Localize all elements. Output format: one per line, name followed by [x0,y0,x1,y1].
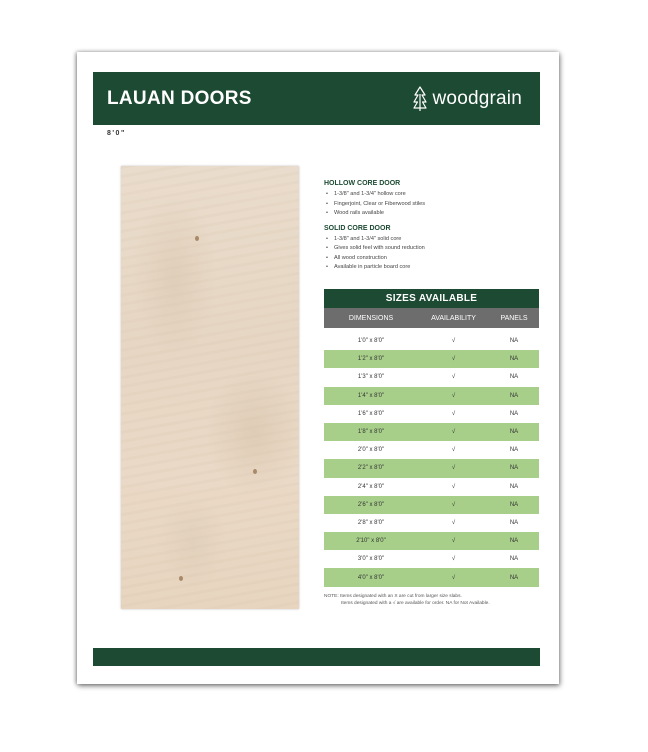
cell-panels: NA [509,501,519,508]
table-row [324,368,539,386]
door-specs [324,180,539,279]
door-height: 8'0" [107,130,126,137]
solid-core-heading: SOLID CORE DOOR [324,224,391,232]
cell-dimension: 1'6" x 8'0" [357,410,385,417]
cell-panels: NA [509,429,519,436]
cell-panels: NA [509,574,519,581]
table-row [324,478,539,496]
column-header: PANELS [500,314,528,322]
cell-dimension: 2'10" x 8'0" [356,538,386,545]
cell-dimension: 2'4" x 8'0" [357,483,385,490]
cell-dimension: 1'8" x 8'0" [357,429,385,436]
cell-availability: √ [451,392,456,399]
table-row [324,405,539,423]
cell-panels: NA [509,374,519,381]
brand-logo [413,84,522,114]
table-row [324,387,539,405]
sizes-title: SIZES AVAILABLE [324,289,539,308]
cell-availability: √ [451,374,456,381]
cell-panels: NA [509,356,519,363]
cell-dimension: 4'0" x 8'0" [357,574,385,581]
cell-availability: √ [451,447,456,454]
table-header [324,308,539,328]
cell-availability: √ [451,538,456,545]
cell-availability: √ [451,338,456,345]
wood-knot [195,236,199,241]
tree-icon [413,86,427,112]
cell-dimension: 3'0" x 8'0" [357,556,385,563]
cell-availability: √ [451,519,456,526]
cell-panels: NA [509,338,519,345]
cell-panels: NA [509,392,519,399]
table-note [324,594,544,607]
list-item: • 1-3/8" and 1-3/4" solid core [324,235,539,245]
cell-panels: NA [509,556,519,563]
table-row [324,514,539,532]
cell-availability: √ [451,465,456,472]
cell-panels: NA [509,519,519,526]
spec-sheet [77,52,559,684]
note-line: Items designated with a √ are available for order. NA for Not Available. [341,600,490,606]
list-item: • Fingerjoint, Clear or Fiberwood stiles [324,200,539,210]
door-image [121,166,299,609]
header-banner [93,72,540,125]
cell-dimension: 1'4" x 8'0" [357,392,385,399]
cell-dimension: 1'0" x 8'0" [357,338,385,345]
cell-availability: √ [451,410,456,417]
cell-availability: √ [451,501,456,508]
cell-dimension: 1'3" x 8'0" [357,374,385,381]
cell-availability: √ [451,556,456,563]
note-line: NOTE: Items designated with an X are cut from larger size slabs. [324,594,462,599]
hollow-core-heading: HOLLOW CORE DOOR [324,180,401,187]
table-row [324,441,539,459]
cell-panels: NA [509,483,519,490]
hollow-core-list [324,190,539,219]
cell-dimension: 2'2" x 8'0" [357,465,385,472]
wood-knot [179,576,183,581]
table-row [324,332,539,350]
table-row [324,423,539,441]
table-row [324,350,539,368]
cell-dimension: 2'6" x 8'0" [357,501,385,508]
table-row [324,550,539,568]
list-item: • Gives solid feel with sound reduction [324,244,539,254]
cell-panels: NA [509,410,519,417]
column-header: DIMENSIONS [348,314,394,322]
table-row [324,532,539,550]
cell-panels: NA [509,465,519,472]
column-header: AVAILABILITY [431,314,476,322]
sizes-table [324,289,539,587]
cell-availability: √ [451,483,456,490]
footer-bar [93,648,540,666]
solid-core-list [324,235,539,273]
cell-dimension: 2'0" x 8'0" [357,447,385,454]
wood-knot [253,469,257,474]
table-row [324,459,539,477]
cell-availability: √ [451,356,456,363]
cell-panels: NA [509,538,519,545]
page-title: LAUAN DOORS [107,88,252,109]
cell-dimension: 2'8" x 8'0" [357,519,385,526]
table-body [324,332,539,587]
list-item: • Wood rails available [324,209,539,219]
list-item: • 1-3/8" and 1-3/4" hollow core [324,190,539,200]
brand-name: woodgrain [432,88,522,109]
cell-dimension: 1'2" x 8'0" [357,356,385,363]
cell-panels: NA [509,447,519,454]
table-row [324,496,539,514]
list-item: • Available in particle board core [324,263,539,273]
table-row [324,568,539,586]
list-item: • All wood construction [324,254,539,264]
cell-availability: √ [451,574,456,581]
cell-availability: √ [451,429,456,436]
